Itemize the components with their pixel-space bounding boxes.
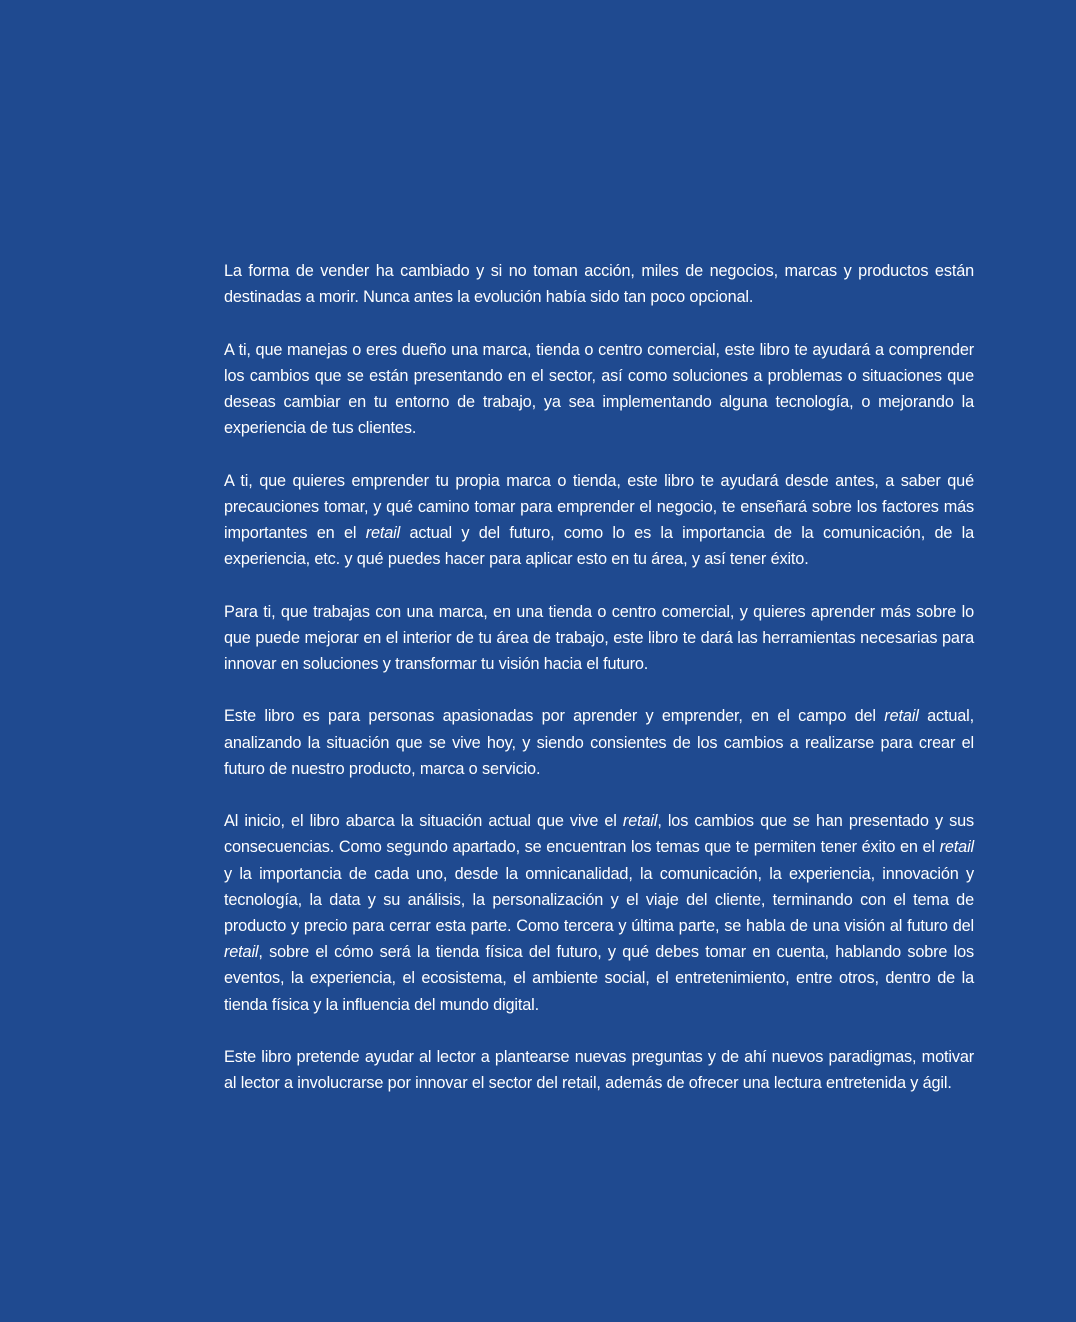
- paragraph-text: A ti, que manejas o eres dueño una marca, tienda o centro comercial, este libro te ayudará a comprender los cambios que se están presentando en el sector, así como soluciones a problemas o situaciones que deseas cambiar en tu entorno de trabajo, ya sea implementando alguna tecnología, o mejorando la experiencia de tus clientes.: [224, 340, 974, 438]
- paragraph-text: La forma de vender ha cambiado y si no toman acción, miles de negocios, marcas y productos están destinadas a morir. Nunca antes la evolución había sido tan poco opcional.: [224, 262, 974, 307]
- paragraph-text: Al inicio, el libro abarca la situación actual que vive el: [224, 812, 623, 831]
- paragraph-text: , los cambios que se han presentado y sus consecuencias. Como segundo apartado, se encuentran los temas que te permiten tener éxito en el: [224, 812, 974, 857]
- italic-term: retail: [884, 707, 919, 726]
- paragraph-7: [224, 1044, 974, 1096]
- paragraph-3: [224, 468, 974, 573]
- paragraph-text: , sobre el cómo será la tienda física del futuro, y qué debes tomar en cuenta, hablando sobre los eventos, la experiencia, el ecosistema, el ambiente social, el entretenimiento, entre otros, dentro de la tienda física y la influencia del mundo digital.: [224, 943, 974, 1014]
- italic-term: retail: [224, 943, 259, 962]
- italic-term: retail: [622, 812, 658, 831]
- paragraph-5: [224, 703, 974, 782]
- paragraph-text: A ti, que quieres emprender tu propia marca o tienda, este libro te ayudará desde antes, a saber qué precauciones tomar, y qué camino tomar para emprender el negocio, te enseñará sobre los factores más importantes en el: [224, 471, 974, 542]
- paragraph-4: [224, 599, 974, 678]
- paragraph-text: Este libro es para personas apasionadas por aprender y emprender, en el campo del: [224, 707, 885, 726]
- paragraph-text: actual, analizando la situación que se vive hoy, y siendo consientes de los cambios a realizarse para crear el futuro de nuestro producto, marca o servicio.: [224, 707, 974, 778]
- italic-term: retail: [365, 524, 401, 542]
- body-text: [224, 258, 974, 1096]
- paragraph-text: y la importancia de cada uno, desde la omnicanalidad, la comunicación, la experiencia, innovación y tecnología, la data y su análisis, la personalización y el viaje del cliente, terminando con el tema de producto y precio para cerrar esta parte. Como tercera y última parte, se habla de una visión al futuro del: [224, 864, 974, 935]
- paragraph-text: Para ti, que trabajas con una marca, en una tienda o centro comercial, y quieres aprender más sobre lo que puede mejorar en el interior de tu área de trabajo, este libro te dará las herramientas necesarias para innovar en soluciones y transformar tu visión hacia el futuro.: [224, 602, 974, 673]
- italic-term: retail: [939, 838, 974, 857]
- paragraph-6: [224, 808, 974, 1018]
- paragraph-1: [224, 258, 974, 310]
- paragraph-2: [224, 337, 974, 442]
- paragraph-text: actual y del futuro, como lo es la importancia de la comunicación, de la experiencia, etc. y qué puedes hacer para aplicar esto en tu área, y así tener éxito.: [224, 524, 974, 569]
- paragraph-text: Este libro pretende ayudar al lector a plantearse nuevas preguntas y de ahí nuevos paradigmas, motivar al lector a involucrarse por innovar el sector del retail, además de ofrecer una lectura entretenida y ágil.: [224, 1048, 974, 1093]
